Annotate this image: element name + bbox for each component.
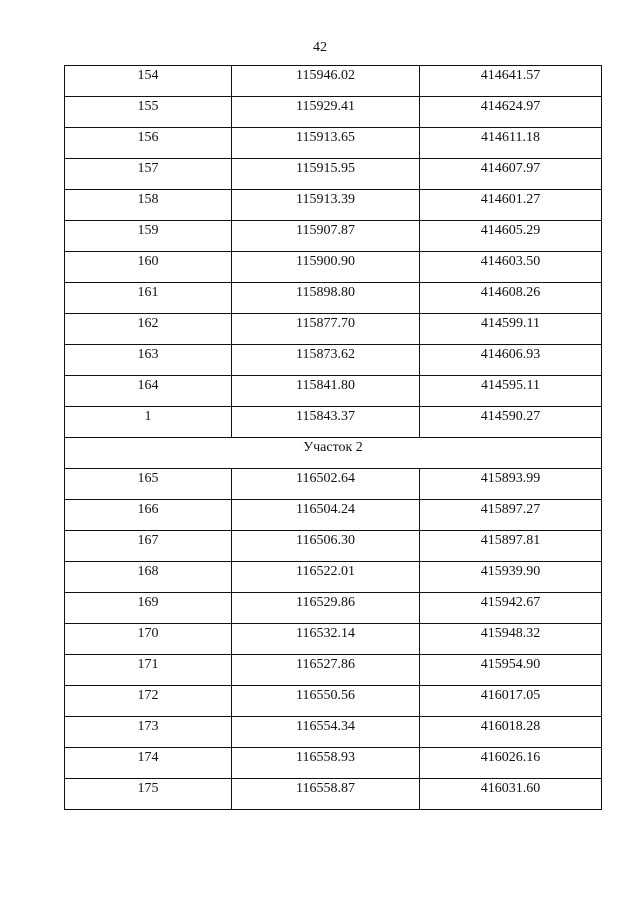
y-coordinate-cell: 415897.81 bbox=[420, 531, 602, 562]
section-title: Участок 2 bbox=[65, 438, 602, 469]
table-row bbox=[65, 593, 602, 624]
y-coordinate-cell: 414595.11 bbox=[420, 376, 602, 407]
y-coordinate-cell: 414641.57 bbox=[420, 66, 602, 97]
y-coordinate-cell: 416017.05 bbox=[420, 686, 602, 717]
y-coordinate-cell: 415942.67 bbox=[420, 593, 602, 624]
x-coordinate-cell: 115907.87 bbox=[232, 221, 420, 252]
y-coordinate-cell: 416026.16 bbox=[420, 748, 602, 779]
table-row bbox=[65, 562, 602, 593]
x-coordinate-cell: 115873.62 bbox=[232, 345, 420, 376]
y-coordinate-cell: 416031.60 bbox=[420, 779, 602, 810]
point-number-cell: 157 bbox=[65, 159, 232, 190]
y-coordinate-cell: 414601.27 bbox=[420, 190, 602, 221]
point-number-cell: 1 bbox=[65, 407, 232, 438]
point-number-cell: 159 bbox=[65, 221, 232, 252]
y-coordinate-cell: 414605.29 bbox=[420, 221, 602, 252]
x-coordinate-cell: 115913.39 bbox=[232, 190, 420, 221]
point-number-cell: 163 bbox=[65, 345, 232, 376]
table-row bbox=[65, 252, 602, 283]
y-coordinate-cell: 414608.26 bbox=[420, 283, 602, 314]
point-number-cell: 164 bbox=[65, 376, 232, 407]
point-number-cell: 162 bbox=[65, 314, 232, 345]
point-number-cell: 172 bbox=[65, 686, 232, 717]
table-row bbox=[65, 500, 602, 531]
x-coordinate-cell: 115946.02 bbox=[232, 66, 420, 97]
coordinates-table bbox=[64, 65, 602, 810]
x-coordinate-cell: 116502.64 bbox=[232, 469, 420, 500]
point-number-cell: 154 bbox=[65, 66, 232, 97]
point-number-cell: 169 bbox=[65, 593, 232, 624]
y-coordinate-cell: 415893.99 bbox=[420, 469, 602, 500]
y-coordinate-cell: 415954.90 bbox=[420, 655, 602, 686]
y-coordinate-cell: 414599.11 bbox=[420, 314, 602, 345]
x-coordinate-cell: 116532.14 bbox=[232, 624, 420, 655]
table-row bbox=[65, 779, 602, 810]
x-coordinate-cell: 116506.30 bbox=[232, 531, 420, 562]
x-coordinate-cell: 115843.37 bbox=[232, 407, 420, 438]
x-coordinate-cell: 116554.34 bbox=[232, 717, 420, 748]
point-number-cell: 173 bbox=[65, 717, 232, 748]
point-number-cell: 165 bbox=[65, 469, 232, 500]
x-coordinate-cell: 115915.95 bbox=[232, 159, 420, 190]
point-number-cell: 175 bbox=[65, 779, 232, 810]
point-number-cell: 166 bbox=[65, 500, 232, 531]
y-coordinate-cell: 415948.32 bbox=[420, 624, 602, 655]
x-coordinate-cell: 116504.24 bbox=[232, 500, 420, 531]
table-row bbox=[65, 531, 602, 562]
y-coordinate-cell: 414590.27 bbox=[420, 407, 602, 438]
table-row bbox=[65, 128, 602, 159]
table-row bbox=[65, 97, 602, 128]
x-coordinate-cell: 116522.01 bbox=[232, 562, 420, 593]
section-header-row bbox=[65, 438, 602, 469]
table-row bbox=[65, 345, 602, 376]
x-coordinate-cell: 115877.70 bbox=[232, 314, 420, 345]
point-number-cell: 168 bbox=[65, 562, 232, 593]
table-row bbox=[65, 221, 602, 252]
page-number: 42 bbox=[313, 40, 327, 55]
x-coordinate-cell: 115913.65 bbox=[232, 128, 420, 159]
y-coordinate-cell: 415897.27 bbox=[420, 500, 602, 531]
point-number-cell: 171 bbox=[65, 655, 232, 686]
point-number-cell: 161 bbox=[65, 283, 232, 314]
y-coordinate-cell: 415939.90 bbox=[420, 562, 602, 593]
y-coordinate-cell: 414607.97 bbox=[420, 159, 602, 190]
table-row bbox=[65, 190, 602, 221]
point-number-cell: 158 bbox=[65, 190, 232, 221]
x-coordinate-cell: 116550.56 bbox=[232, 686, 420, 717]
table-row bbox=[65, 717, 602, 748]
table-row bbox=[65, 469, 602, 500]
table-row bbox=[65, 66, 602, 97]
table-row bbox=[65, 748, 602, 779]
x-coordinate-cell: 116527.86 bbox=[232, 655, 420, 686]
x-coordinate-cell: 115929.41 bbox=[232, 97, 420, 128]
y-coordinate-cell: 414603.50 bbox=[420, 252, 602, 283]
y-coordinate-cell: 414611.18 bbox=[420, 128, 602, 159]
table-row bbox=[65, 686, 602, 717]
table-row bbox=[65, 159, 602, 190]
point-number-cell: 174 bbox=[65, 748, 232, 779]
coordinates-table-body bbox=[65, 66, 602, 810]
table-row bbox=[65, 624, 602, 655]
x-coordinate-cell: 115900.90 bbox=[232, 252, 420, 283]
x-coordinate-cell: 115841.80 bbox=[232, 376, 420, 407]
y-coordinate-cell: 414606.93 bbox=[420, 345, 602, 376]
y-coordinate-cell: 414624.97 bbox=[420, 97, 602, 128]
x-coordinate-cell: 116558.93 bbox=[232, 748, 420, 779]
table-row bbox=[65, 376, 602, 407]
x-coordinate-cell: 116529.86 bbox=[232, 593, 420, 624]
point-number-cell: 167 bbox=[65, 531, 232, 562]
point-number-cell: 156 bbox=[65, 128, 232, 159]
table-row bbox=[65, 314, 602, 345]
y-coordinate-cell: 416018.28 bbox=[420, 717, 602, 748]
point-number-cell: 155 bbox=[65, 97, 232, 128]
table-row bbox=[65, 655, 602, 686]
point-number-cell: 170 bbox=[65, 624, 232, 655]
x-coordinate-cell: 115898.80 bbox=[232, 283, 420, 314]
table-row bbox=[65, 407, 602, 438]
point-number-cell: 160 bbox=[65, 252, 232, 283]
table-row bbox=[65, 283, 602, 314]
x-coordinate-cell: 116558.87 bbox=[232, 779, 420, 810]
